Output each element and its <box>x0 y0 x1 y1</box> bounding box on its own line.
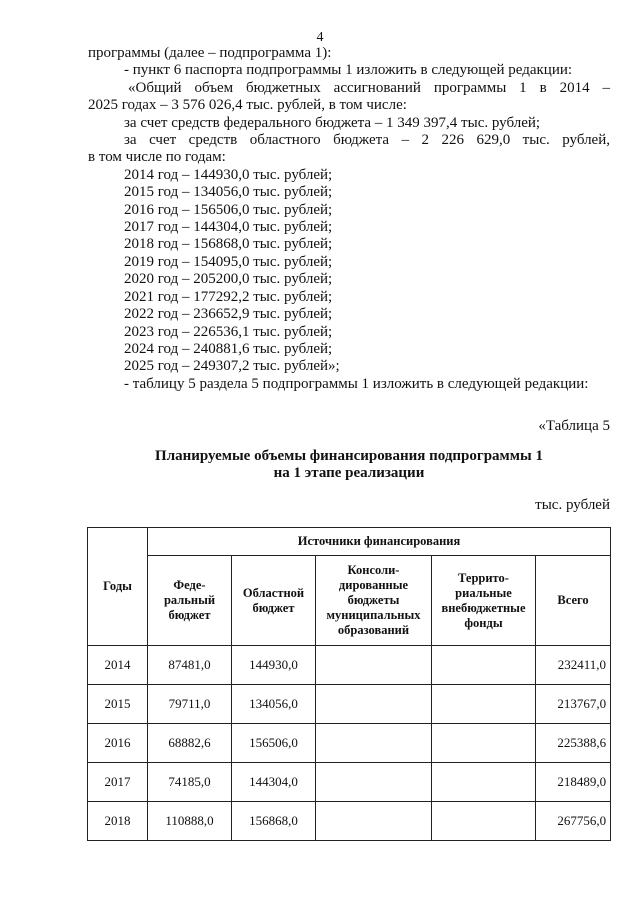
cell-total: 218489,0 <box>536 763 611 802</box>
year-line: 2014 год – 144930,0 тыс. рублей; <box>124 166 333 183</box>
header-sources: Источники финансирования <box>148 528 611 556</box>
cell-year: 2016 <box>88 724 148 763</box>
units-label: тыс. рублей <box>535 497 610 513</box>
year-line: 2018 год – 156868,0 тыс. рублей; <box>124 236 333 253</box>
year-line: 2019 год – 154095,0 тыс. рублей; <box>124 253 333 270</box>
cell-year: 2017 <box>88 763 148 802</box>
text-line: - пункт 6 паспорта подпрограммы 1 изложить в следующей редакции: <box>124 62 573 79</box>
header-regional: Областной бюджет <box>232 556 316 646</box>
cell-regional: 144304,0 <box>232 763 316 802</box>
text-line: в том числе по годам: <box>88 149 226 166</box>
cell-year: 2015 <box>88 685 148 724</box>
text-line: - таблицу 5 раздела 5 подпрограммы 1 изложить в следующей редакции: <box>124 375 589 392</box>
cell-consolidated <box>316 646 432 685</box>
cell-total: 213767,0 <box>536 685 611 724</box>
cell-regional: 156868,0 <box>232 802 316 841</box>
year-line: 2021 год – 177292,2 тыс. рублей; <box>124 288 333 305</box>
year-line: 2015 год – 134056,0 тыс. рублей; <box>124 184 333 201</box>
year-line: 2017 год – 144304,0 тыс. рублей; <box>124 219 333 236</box>
table-row <box>88 802 611 841</box>
year-line: 2022 год – 236652,9 тыс. рублей; <box>124 306 333 323</box>
cell-consolidated <box>316 724 432 763</box>
cell-regional: 144930,0 <box>232 646 316 685</box>
cell-regional: 156506,0 <box>232 724 316 763</box>
cell-regional: 134056,0 <box>232 685 316 724</box>
page-number: 4 <box>316 30 324 45</box>
header-total: Всего <box>536 556 611 646</box>
table-row <box>88 763 611 802</box>
text-line: программы (далее – подпрограмма 1): <box>88 45 332 61</box>
cell-consolidated <box>316 685 432 724</box>
cell-territorial <box>432 724 536 763</box>
table-reference: «Таблица 5 <box>538 418 610 434</box>
cell-federal: 79711,0 <box>148 685 232 724</box>
table-row <box>88 685 611 724</box>
cell-territorial <box>432 763 536 802</box>
financing-table <box>87 527 611 841</box>
header-territorial: Террито- риальные внебюджетные фонды <box>432 556 536 646</box>
cell-total: 267756,0 <box>536 802 611 841</box>
cell-total: 232411,0 <box>536 646 611 685</box>
table-title-line: Планируемые объемы финансирования подпрограммы 1 <box>155 448 543 464</box>
document-body <box>88 45 610 393</box>
year-line: 2016 год – 156506,0 тыс. рублей; <box>124 201 333 218</box>
cell-year: 2014 <box>88 646 148 685</box>
year-line: 2024 год – 240881,6 тыс. рублей; <box>124 340 333 357</box>
table-row <box>88 646 611 685</box>
header-years: Годы <box>88 528 148 646</box>
cell-federal: 110888,0 <box>148 802 232 841</box>
cell-territorial <box>432 802 536 841</box>
cell-federal: 87481,0 <box>148 646 232 685</box>
table-title-line: на 1 этапе реализации <box>273 465 425 481</box>
year-line: 2025 год – 249307,2 тыс. рублей»; <box>124 358 340 375</box>
cell-year: 2018 <box>88 802 148 841</box>
header-federal: Феде- ральный бюджет <box>148 556 232 646</box>
header-consolidated: Консоли- дированные бюджеты муниципальных образований <box>316 556 432 646</box>
year-line: 2023 год – 226536,1 тыс. рублей; <box>124 323 333 340</box>
cell-federal: 68882,6 <box>148 724 232 763</box>
cell-federal: 74185,0 <box>148 763 232 802</box>
cell-consolidated <box>316 763 432 802</box>
table-row <box>88 724 611 763</box>
cell-total: 225388,6 <box>536 724 611 763</box>
year-line: 2020 год – 205200,0 тыс. рублей; <box>124 271 333 288</box>
text-line: за счет средств областного бюджета – 2 226 629,0 тыс. рублей, <box>124 132 610 149</box>
text-line: за счет средств федерального бюджета – 1 349 397,4 тыс. рублей; <box>124 114 541 131</box>
cell-territorial <box>432 646 536 685</box>
table-title <box>88 448 610 482</box>
cell-territorial <box>432 685 536 724</box>
text-line: 2025 годах – 3 576 026,4 тыс. рублей, в том числе: <box>88 97 407 114</box>
cell-consolidated <box>316 802 432 841</box>
text-line: «Общий объем бюджетных ассигнований программы 1 в 2014 – <box>128 79 610 96</box>
